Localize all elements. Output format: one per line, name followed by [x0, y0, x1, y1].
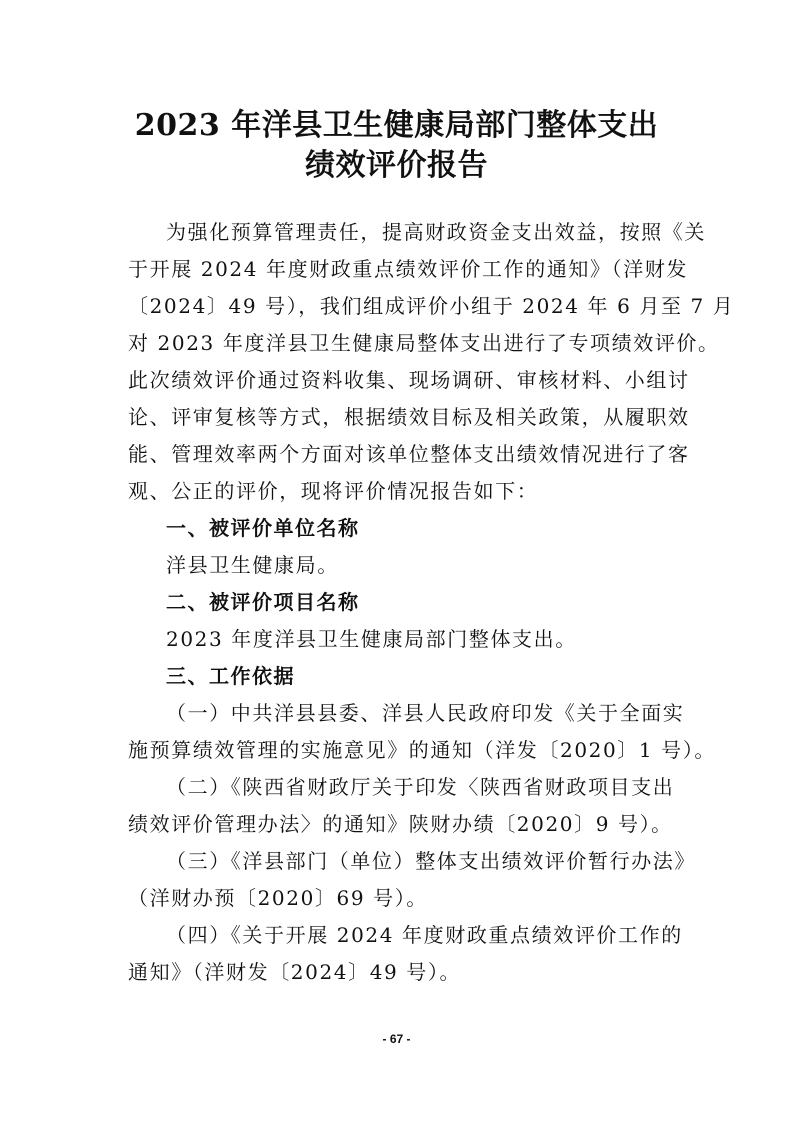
intro-line: 为强化预算管理责任，提高财政资金支出效益，按照《关	[166, 220, 706, 244]
intro-line: 此次绩效评价通过资料收集、现场调研、审核材料、小组讨	[128, 368, 690, 392]
basis-line: 施预算绩效管理的实施意见》的通知（洋发〔2020〕1 号）。	[128, 738, 716, 762]
basis-line: （三）《洋县部门（单位）整体支出绩效评价暂行办法》	[166, 849, 696, 873]
basis-line: （二）《陕西省财政厅关于印发〈陕西省财政项目支出	[166, 775, 675, 799]
page-number: - 67 -	[382, 1032, 411, 1046]
section-heading-2: 二、被评价项目名称	[166, 590, 360, 614]
intro-line: 论、评审复核等方式，根据绩效目标及相关政策，从履职效	[128, 405, 690, 429]
intro-line: 对 2023 年度洋县卫生健康局整体支出进行了专项绩效评价。	[128, 331, 720, 355]
section-text-1: 洋县卫生健康局。	[166, 553, 339, 577]
basis-line: （洋财办预〔2020〕69 号）。	[128, 886, 428, 910]
intro-line: 〔2024〕49 号），我们组成评价小组于 2024 年 6 月至 7 月	[128, 294, 735, 318]
document-title-line-1: 2023 年洋县卫生健康局部门整体支出	[134, 108, 659, 143]
section-heading-1: 一、被评价单位名称	[166, 516, 360, 540]
basis-line: （一）中共洋县县委、洋县人民政府印发《关于全面实	[166, 701, 685, 725]
section-heading-3: 三、工作依据	[166, 664, 295, 688]
intro-line: 观、公正的评价，现将评价情况报告如下：	[128, 479, 539, 503]
basis-line: 绩效评价管理办法〉的通知》陕财办绩〔2020〕9 号）。	[128, 812, 673, 836]
intro-line: 于开展 2024 年度财政重点绩效评价工作的通知》（洋财发	[128, 257, 689, 281]
document-title-line-2: 绩效评价报告	[305, 148, 488, 183]
section-text-2: 2023 年度洋县卫生健康局部门整体支出。	[166, 627, 577, 651]
intro-line: 能、管理效率两个方面对该单位整体支出绩效情况进行了客	[128, 442, 690, 466]
basis-line: 通知》（洋财发〔2024〕49 号）。	[128, 960, 462, 984]
basis-line: （四）《关于开展 2024 年度财政重点绩效评价工作的	[166, 923, 683, 947]
